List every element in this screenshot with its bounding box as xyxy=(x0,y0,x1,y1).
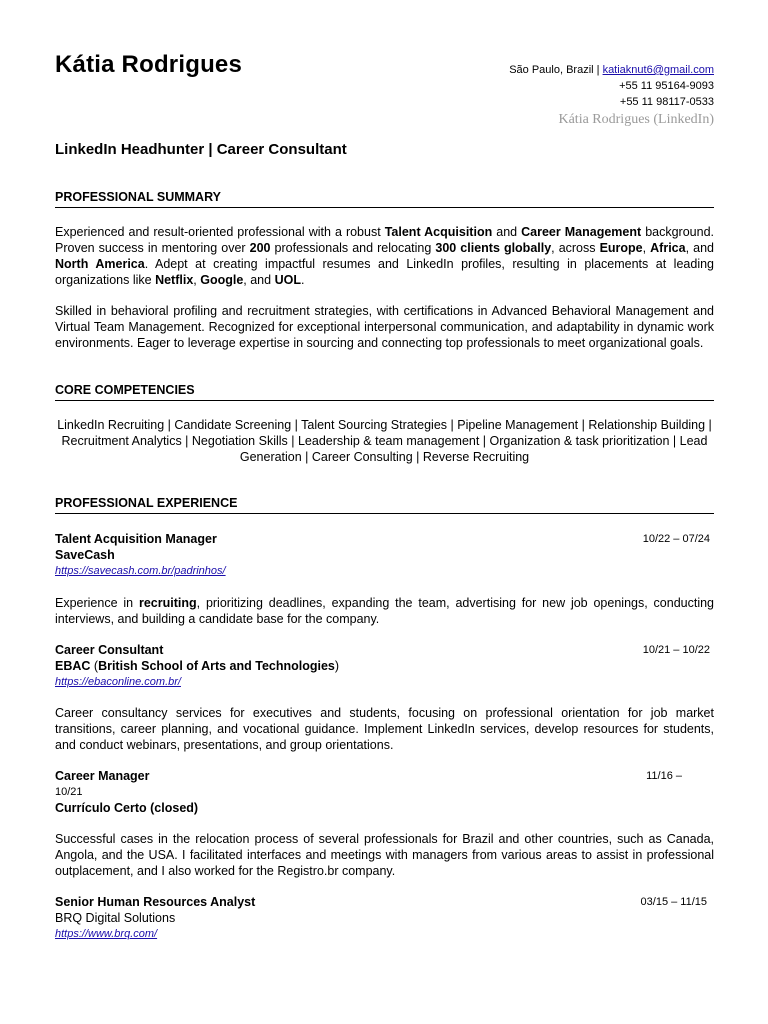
emphasis-text: UOL xyxy=(274,273,301,287)
job-dates: 10/22 – 07/24 xyxy=(642,533,710,545)
text-run: . xyxy=(300,273,305,287)
text-run: Experienced and result-oriented professional with a robust xyxy=(55,225,385,239)
contact-block xyxy=(509,62,714,129)
summary-heading: PROFESSIONAL SUMMARY xyxy=(55,190,714,208)
emphasis-text: North America xyxy=(55,257,145,271)
job-description: Successful cases in the relocation process of several professionals for Brazil and other countries, such as Canada, Angola, and the USA. I facilitated interfaces and meetings with managers from various areas to assist in professional outplacement, and I also worked for the Registro.br company. xyxy=(55,832,714,878)
company-full-name: British School of Arts and Technologies xyxy=(98,659,335,673)
emphasis-text: Netflix xyxy=(155,273,194,287)
summary-paragraph-2: Skilled in behavioral profiling and recruitment strategies, with certifications in Advanced Behavioral Management and Virtual Team Management. Recognized for exceptional interpersonal communication, and adaptability in dynamic work environments. Eager to leverage expertise in sourcing and connecting top professionals to meet organizational goals. xyxy=(55,304,714,350)
text-run: . Adept at creating impactful resumes and LinkedIn profiles, resulting in placements at leading organizations like xyxy=(55,257,714,287)
company-url-link[interactable]: https://www.brq.com/ xyxy=(55,928,158,940)
job-entry xyxy=(55,642,714,690)
text-run: and xyxy=(492,225,522,239)
emphasis-text: Africa xyxy=(650,241,686,255)
emphasis-text: Google xyxy=(200,273,244,287)
job-company xyxy=(55,658,714,674)
company-url-link[interactable]: https://savecash.com.br/padrinhos/ xyxy=(55,565,226,577)
text-run: , and xyxy=(685,241,714,255)
company-paren-open: ( xyxy=(90,659,99,673)
text-run: , and xyxy=(243,273,275,287)
job-company: BRQ Digital Solutions xyxy=(55,911,176,925)
location: São Paulo, Brazil | xyxy=(509,64,603,76)
job-company: SaveCash xyxy=(55,548,115,562)
text-run: , across xyxy=(551,241,600,255)
job-dates: 10/21 – 10/22 xyxy=(642,644,710,656)
emphasis-text: Talent Acquisition xyxy=(384,225,493,239)
job-entry xyxy=(55,894,714,942)
text-run: , xyxy=(193,273,201,287)
job-dates: 03/15 – 11/15 xyxy=(640,896,707,908)
text-run: professionals and relocating xyxy=(270,241,436,255)
competencies-heading: CORE COMPETENCIES xyxy=(55,383,714,401)
job-entry xyxy=(55,768,714,816)
text-run: , xyxy=(642,241,651,255)
resume-page xyxy=(55,0,714,1024)
name-heading: Kátia Rodrigues xyxy=(55,51,243,78)
job-title: Senior Human Resources Analyst xyxy=(55,895,256,909)
emphasis-text: Europe xyxy=(599,241,643,255)
phone-1: +55 11 95164-9093 xyxy=(619,80,714,92)
text-run: , prioritizing deadlines, expanding the team, advertising for new job openings, conducting interviews, and building a candidate base for the company. xyxy=(55,596,715,626)
emphasis-text: Career Management xyxy=(521,225,642,239)
job-title: Talent Acquisition Manager xyxy=(55,532,217,546)
company-paren-close: ) xyxy=(334,659,340,673)
email-link[interactable]: katiaknut6@gmail.com xyxy=(602,64,714,76)
emphasis-text: recruiting xyxy=(138,596,197,610)
company-url-link[interactable]: https://ebaconline.com.br/ xyxy=(55,676,181,688)
job-title: Career Manager xyxy=(55,769,150,783)
summary-paragraph-1 xyxy=(55,224,714,288)
linkedin-link[interactable]: Kátia Rodrigues (LinkedIn) xyxy=(558,112,714,127)
company-name: EBAC xyxy=(55,659,91,673)
job-description: Career consultancy services for executives and students, focusing on professional orientation for job market transitions, career planning, and vocational guidance. Implement LinkedIn services, develop resources for students, and conduct webinars, presentations, and group orientations. xyxy=(55,706,714,752)
text-run: background. Proven success in mentoring over xyxy=(55,225,714,255)
headline: LinkedIn Headhunter | Career Consultant xyxy=(55,141,347,158)
competencies-list: LinkedIn Recruiting | Candidate Screening | Talent Sourcing Strategies | Pipeline Management | Relationship Building | Recruitment Analytics | Negotiation Skills | Leadership & team management | Organization & task prioritization | Lead Generation | Career Consulting | Reverse Recruiting xyxy=(57,418,712,464)
experience-heading: PROFESSIONAL EXPERIENCE xyxy=(55,496,714,514)
job-title: Career Consultant xyxy=(55,643,164,657)
job-dates-start: 11/16 – xyxy=(646,770,682,782)
text-run: Experience in xyxy=(55,596,139,610)
emphasis-text: 200 xyxy=(249,241,271,255)
contact-line-1 xyxy=(509,62,714,78)
job-company: Currículo Certo (closed) xyxy=(55,801,199,815)
job-dates-end: 10/21 xyxy=(55,786,83,798)
emphasis-text: 300 clients globally xyxy=(435,241,552,255)
phone-2: +55 11 98117-0533 xyxy=(619,96,714,108)
job-description xyxy=(55,595,714,627)
job-entry xyxy=(55,531,714,579)
